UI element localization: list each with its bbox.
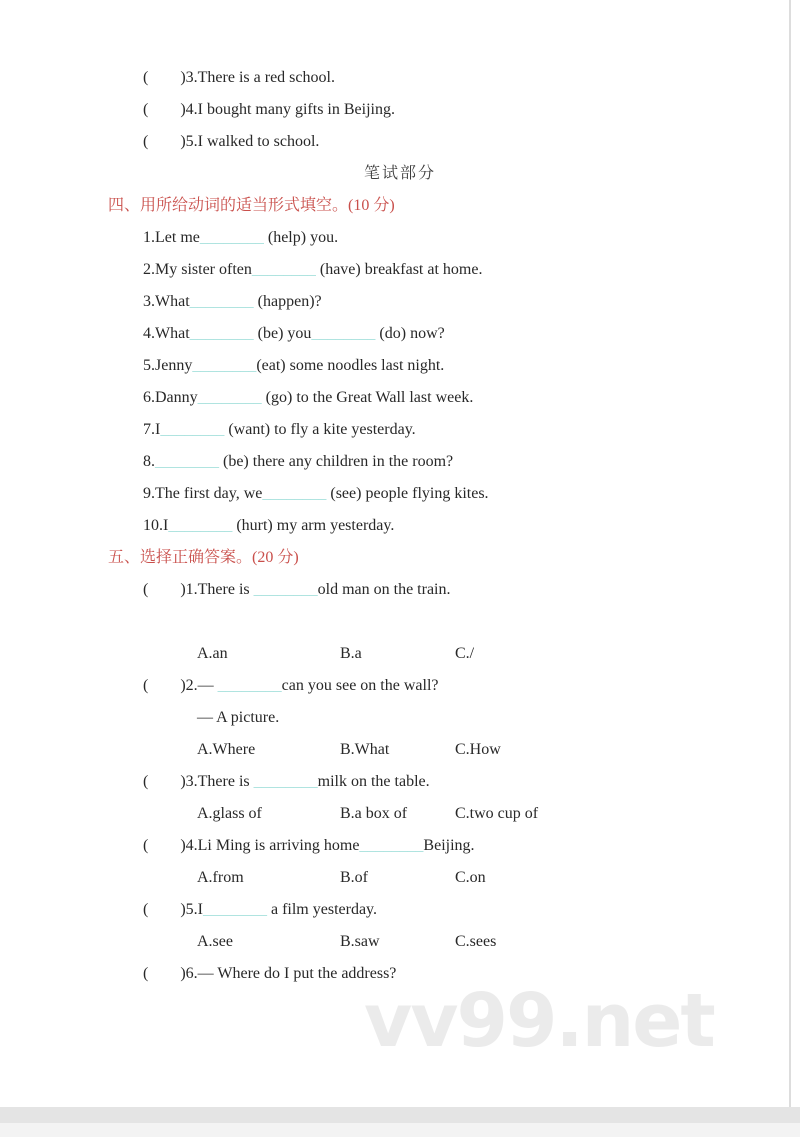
choice-option: A.an [197, 645, 228, 662]
choice-option: A.see [197, 933, 233, 950]
choice-option: B.a box of [340, 805, 408, 822]
choice-option: C./ [455, 645, 475, 662]
answer-blank: ________ [262, 485, 327, 502]
choice-question: ( )2.— ________can you see on the wall? [143, 677, 439, 694]
choice-option: A.from [197, 869, 244, 886]
blank-line [0, 606, 800, 638]
choice-option: A.glass of [197, 805, 262, 822]
fill-blank-item: 10.I________ (hurt) my arm yesterday. [143, 517, 395, 534]
fill-blank-item: 3.What________ (happen)? [143, 293, 322, 310]
fill-blank-item: 5.Jenny________(eat) some noodles last night. [143, 357, 445, 374]
choice-options-row [0, 638, 800, 670]
answer-blank: ________ [160, 421, 225, 438]
answer-blank: ________ [197, 389, 262, 406]
choice-question: ( )3.There is ________milk on the table. [143, 773, 430, 790]
answer-blank: ________ [217, 677, 282, 694]
answer-blank: ________ [311, 325, 376, 342]
fill-blank-item: 7.I________ (want) to fly a kite yesterday. [143, 421, 416, 438]
answer-blank: ________ [251, 261, 316, 278]
choice-option: C.on [455, 869, 486, 886]
choice-options-row [0, 862, 800, 894]
choice-question: ( )4.Li Ming is arriving home________Beijing. [143, 837, 475, 854]
fill-blank-item: 6.Danny________ (go) to the Great Wall last week. [143, 389, 474, 406]
fill-blank-item: 8.________ (be) there any children in the room? [143, 453, 454, 470]
page-bottom-margin [0, 1123, 800, 1137]
page-bottom-strip [0, 1107, 800, 1123]
answer-blank: ________ [189, 325, 254, 342]
choice-options-row [0, 926, 800, 958]
fill-blank-item: 2.My sister often________ (have) breakfast at home. [143, 261, 483, 278]
answer-blank: ________ [202, 901, 267, 918]
choice-option: C.How [455, 741, 501, 758]
answer-blank: ________ [359, 837, 424, 854]
fill-blank-item: 1.Let me________ (help) you. [143, 229, 339, 246]
choice-question: ( )6.— Where do I put the address? [143, 965, 397, 982]
watermark: vv99.net [364, 978, 714, 1064]
answer-blank: ________ [253, 773, 318, 790]
section-heading: 五、选择正确答案。(20 分) [108, 549, 299, 566]
choice-option: A.Where [197, 741, 256, 758]
written-part-title: 笔试部分 [363, 165, 436, 182]
answer-blank: ________ [253, 581, 318, 598]
choice-question: ( )5.I________ a film yesterday. [143, 901, 378, 918]
listening-check-item: ( )5.I walked to school. [143, 133, 320, 150]
fill-blank-item: 9.The first day, we________ (see) people flying kites. [143, 485, 489, 502]
choice-options-row [0, 798, 800, 830]
answer-blank: ________ [168, 517, 233, 534]
document-flow [0, 62, 800, 990]
answer-blank: ________ [155, 453, 219, 470]
answer-blank: ________ [189, 293, 254, 310]
choice-option: B.of [340, 869, 368, 886]
choice-question: ( )1.There is ________old man on the train. [143, 581, 451, 598]
answer-blank: ________ [199, 229, 264, 246]
listening-check-item: ( )4.I bought many gifts in Beijing. [143, 101, 395, 118]
choice-option: B.What [340, 741, 390, 758]
choice-reply: — A picture. [197, 709, 280, 726]
choice-option: B.saw [340, 933, 380, 950]
choice-option: B.a [340, 645, 362, 662]
fill-blank-item: 4.What________ (be) you________ (do) now? [143, 325, 445, 342]
section-heading: 四、用所给动词的适当形式填空。(10 分) [108, 197, 395, 214]
page-edge-line [789, 0, 791, 1110]
choice-options-row [0, 734, 800, 766]
answer-blank: ________ [192, 357, 257, 374]
choice-option: C.two cup of [455, 805, 539, 822]
listening-check-item: ( )3.There is a red school. [143, 69, 335, 86]
choice-option: C.sees [455, 933, 497, 950]
